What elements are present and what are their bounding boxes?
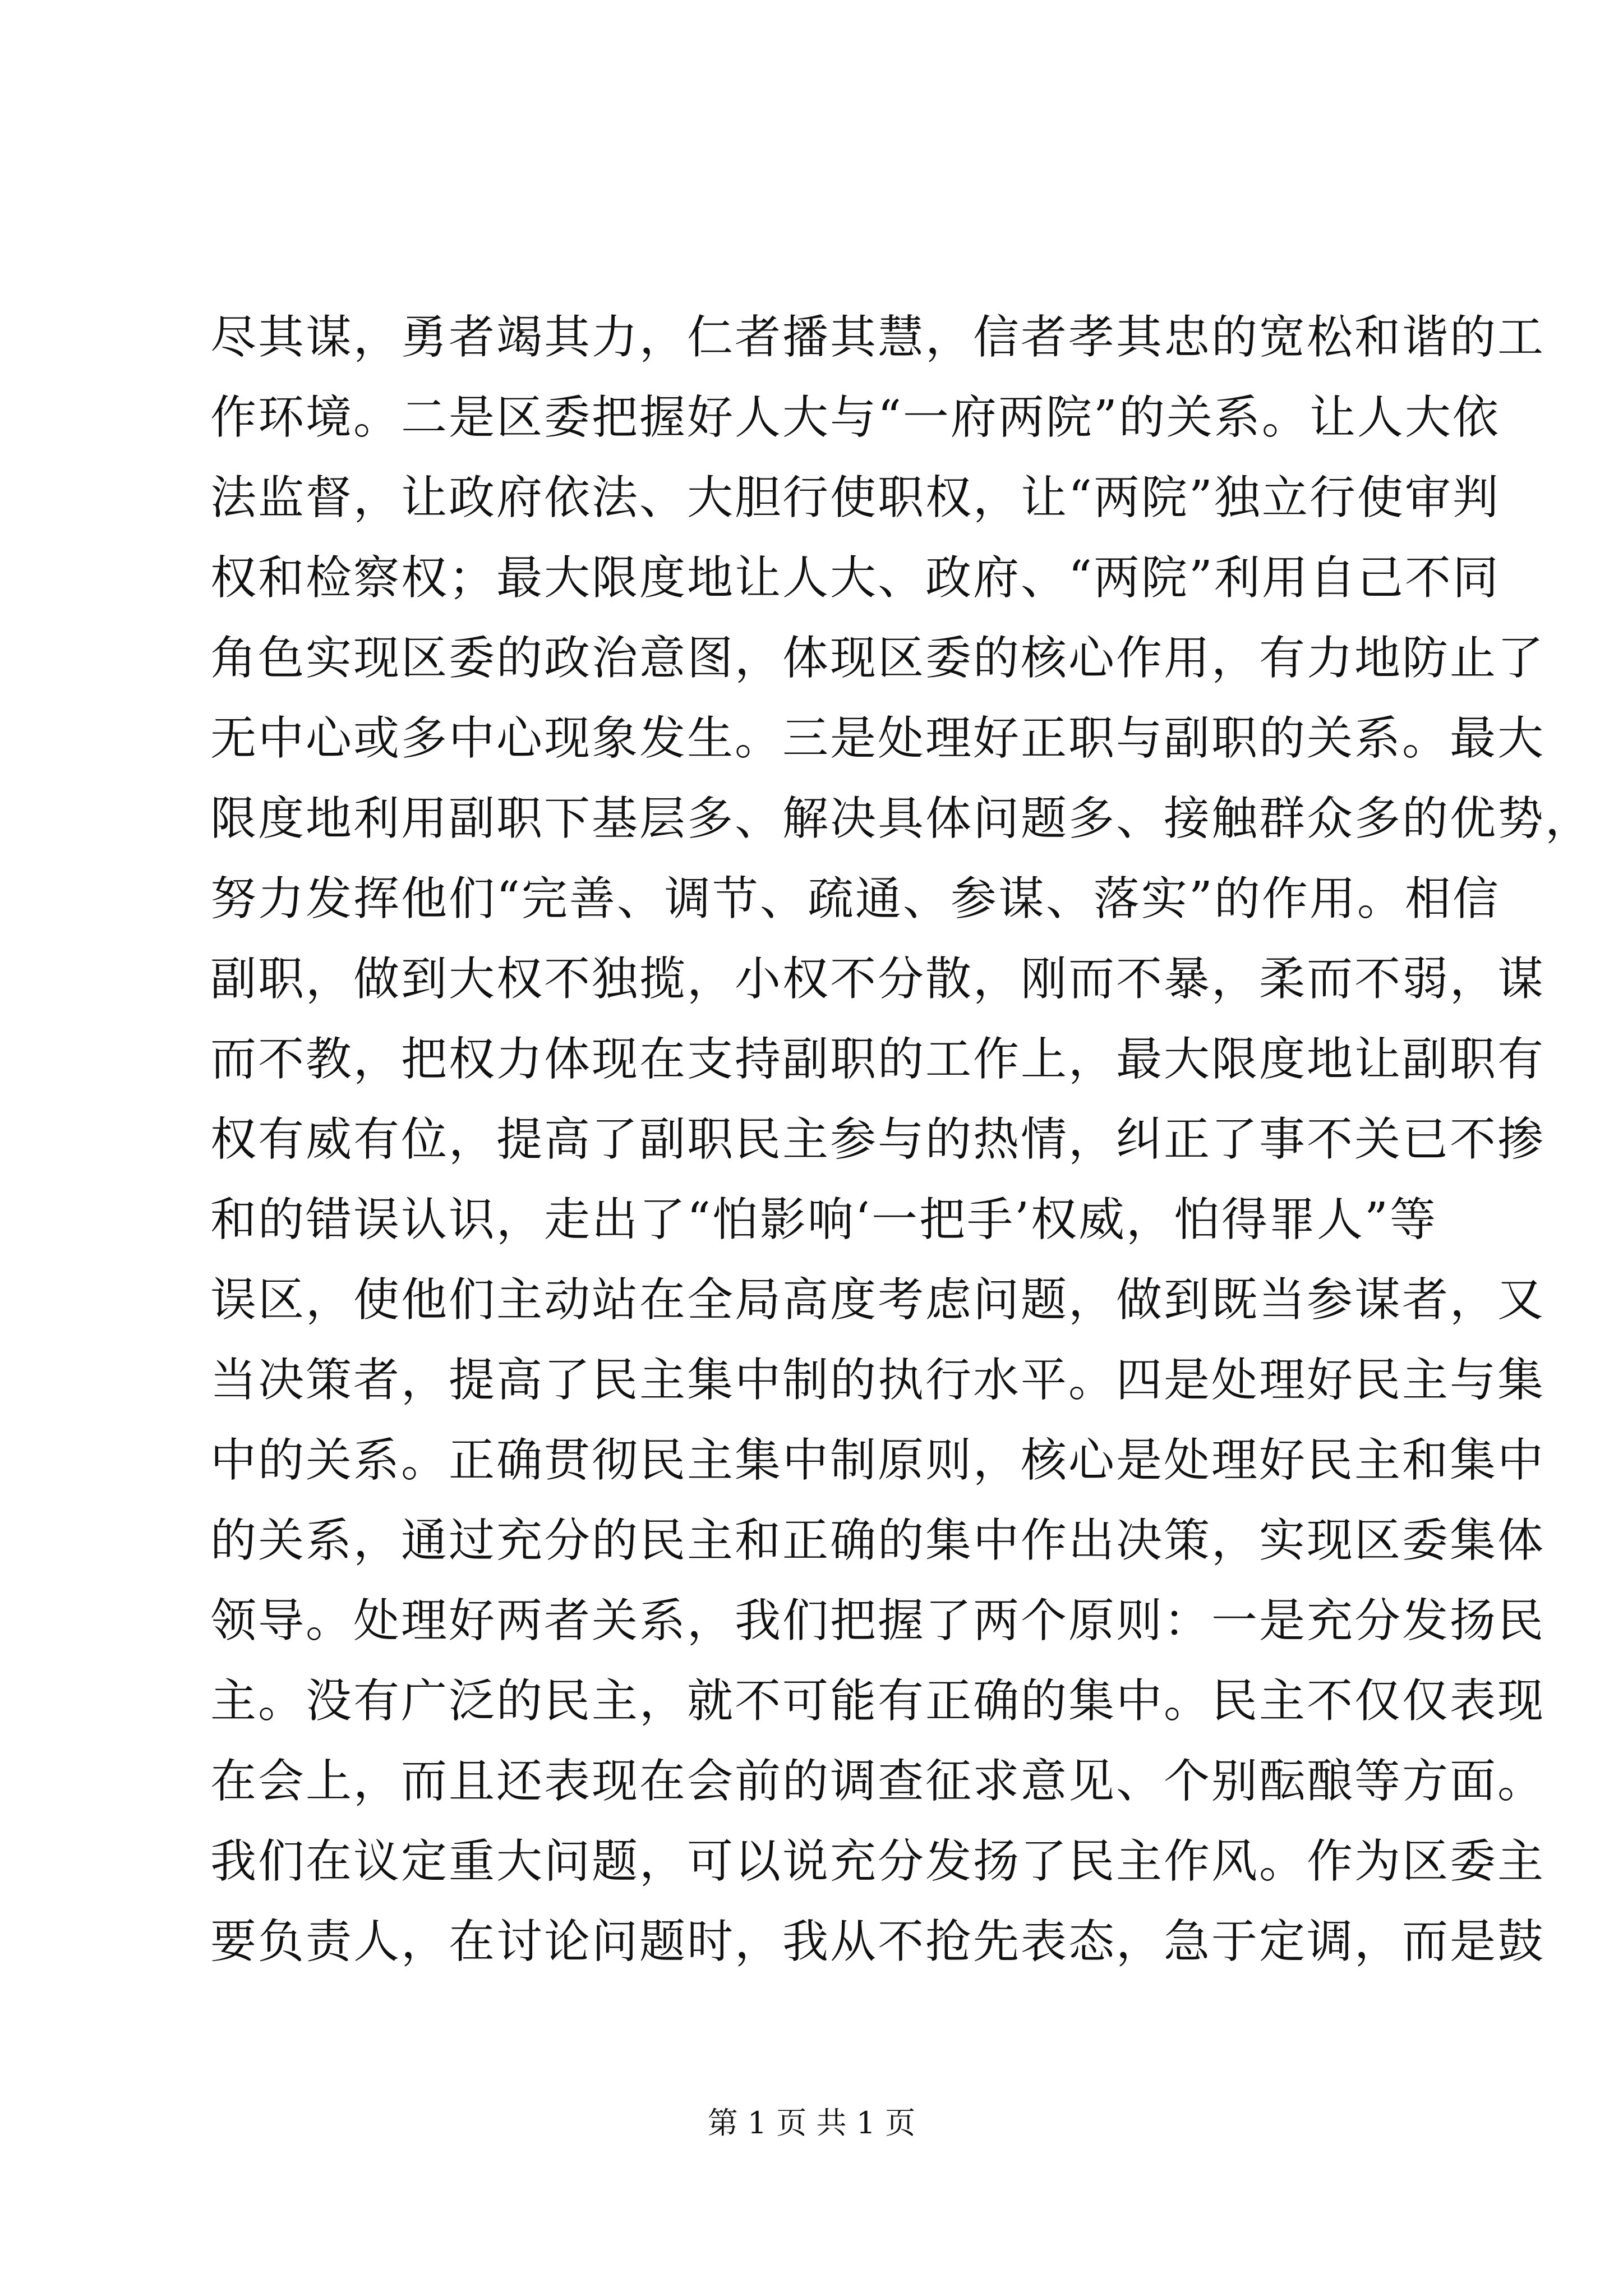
text-line: 在会上，而且还表现在会前的调查征求意见、个别酝酿等方面。 bbox=[210, 1755, 1546, 1808]
text-line: 要负责人，在讨论问题时，我从不抢先表态，急于定调，而是鼓 bbox=[210, 1915, 1546, 1968]
text-line: 中的关系。正确贯彻民主集中制原则，核心是处理好民主和集中 bbox=[210, 1434, 1546, 1487]
text-line: 而不教，把权力体现在支持副职的工作上，最大限度地让副职有 bbox=[210, 1033, 1546, 1086]
text-line: 误区，使他们主动站在全局高度考虑问题，做到既当参谋者，又 bbox=[210, 1273, 1546, 1327]
page-number: 第 1 页 共 1 页 bbox=[707, 2105, 916, 2141]
text-line: 的关系，通过充分的民主和正确的集中作出决策，实现区委集体 bbox=[210, 1514, 1546, 1567]
text-line: 无中心或多中心现象发生。三是处理好正职与副职的关系。最大 bbox=[210, 712, 1546, 765]
text-line: 当决策者，提高了民主集中制的执行水平。四是处理好民主与集 bbox=[210, 1354, 1546, 1407]
text-line: 限度地利用副职下基层多、解决具体问题多、接触群众多的优势， bbox=[210, 792, 1593, 845]
text-line: 权和检察权；最大限度地让人大、政府、“两院”利用自己不同 bbox=[210, 551, 1500, 605]
text-line: 作环境。二是区委把握好人大与“一府两院”的关系。让人大依 bbox=[210, 391, 1500, 444]
text-line: 我们在议定重大问题，可以说充分发扬了民主作风。作为区委主 bbox=[210, 1835, 1546, 1888]
text-line: 副职，做到大权不独揽，小权不分散，刚而不暴，柔而不弱，谋 bbox=[210, 953, 1546, 1006]
text-line: 领导。处理好两者关系，我们把握了两个原则：一是充分发扬民 bbox=[210, 1594, 1546, 1648]
body-text bbox=[210, 297, 1593, 1982]
text-line: 和的错误认识，走出了“怕影响‘一把手’权威，怕得罪人”等 bbox=[210, 1193, 1437, 1246]
text-line: 主。没有广泛的民主，就不可能有正确的集中。民主不仅仅表现 bbox=[210, 1674, 1546, 1728]
text-line: 法监督，让政府依法、大胆行使职权，让“两院”独立行使审判 bbox=[210, 471, 1500, 524]
text-line: 努力发挥他们“完善、调节、疏通、参谋、落实”的作用。相信 bbox=[210, 872, 1500, 926]
page-footer bbox=[0, 2101, 1623, 2146]
text-line: 权有威有位，提高了副职民主参与的热情，纠正了事不关已不掺 bbox=[210, 1113, 1546, 1166]
text-line: 角色实现区委的政治意图，体现区委的核心作用，有力地防止了 bbox=[210, 632, 1546, 685]
text-line: 尽其谋，勇者竭其力，仁者播其慧，信者孝其忠的宽松和谐的工 bbox=[210, 311, 1546, 364]
